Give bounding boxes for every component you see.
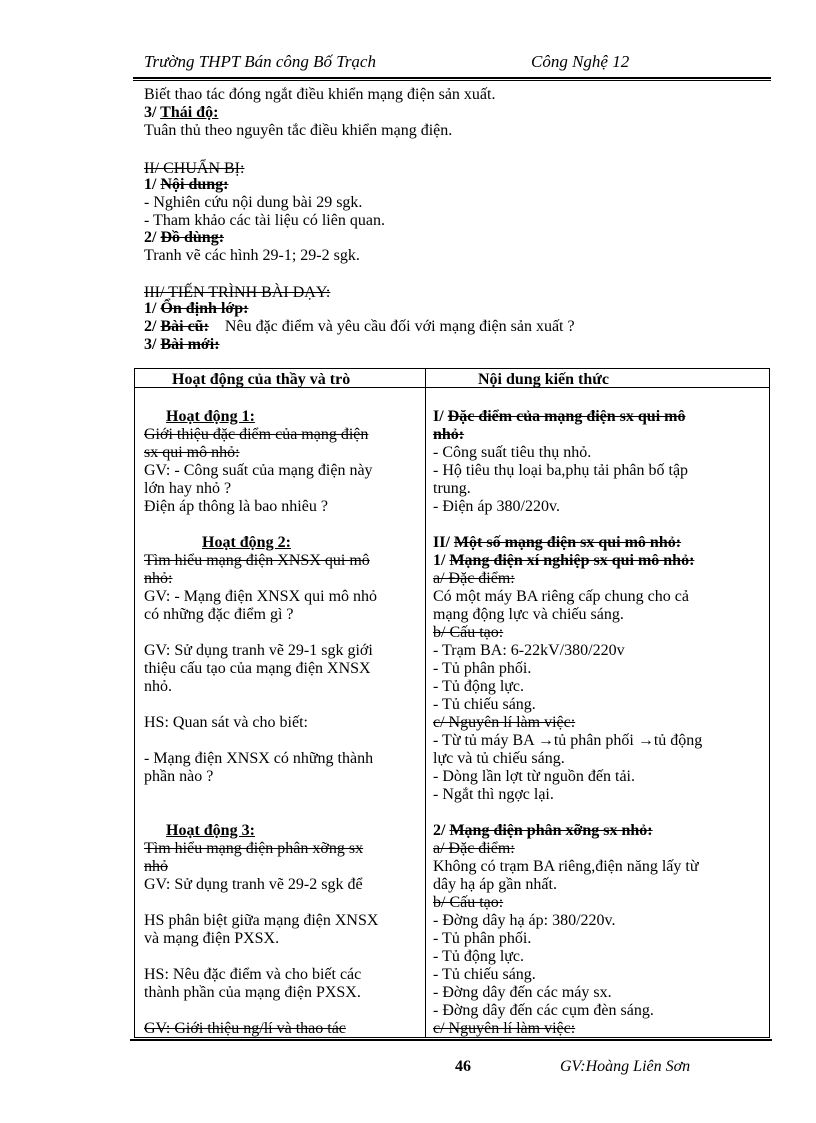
content-text: - Điện áp 380/220v. bbox=[433, 498, 560, 515]
col2-header: Nội dung kiến thức bbox=[478, 371, 609, 388]
activity-text: HS: Nêu đặc điểm và cho biết các bbox=[144, 966, 362, 983]
activity-text: sx qui mô nhỏ: bbox=[144, 444, 240, 461]
activity-2-title: Hoạt động 2: bbox=[202, 534, 291, 551]
new-lesson-heading: 3/ Bài mới: bbox=[144, 336, 220, 353]
prep-item: - Tham khảo các tài liệu có liên quan. bbox=[144, 212, 385, 229]
materials-text: Tranh vẽ các hình 29-1; 29-2 sgk. bbox=[144, 247, 360, 264]
section-2-heading: II/ Một số mạng điện sx qui mô nhỏ: bbox=[433, 534, 682, 551]
content-label: b/ Cấu tạo: bbox=[433, 624, 504, 641]
col1-header: Hoạt động của thầy và trò bbox=[172, 371, 351, 388]
activity-text: nhỏ: bbox=[144, 570, 173, 587]
activity-text: nhỏ. bbox=[144, 678, 172, 695]
activity-text: HS: Quan sát và cho biết: bbox=[144, 714, 308, 731]
activity-text: GV: Sử dụng tranh vẽ 29-2 sgk để bbox=[144, 876, 363, 893]
content-text: - Tủ phân phối. bbox=[433, 930, 532, 947]
activity-text: - Mạng điện XNSX có những thành bbox=[144, 750, 374, 767]
content-text: - Tủ phân phối. bbox=[433, 660, 532, 677]
page-number: 46 bbox=[455, 1058, 471, 1075]
content-text: trung. bbox=[433, 480, 471, 497]
content-text: - Tủ chiếu sáng. bbox=[433, 696, 536, 713]
procedure-title: III/ TIẾN TRÌNH BÀI DẠY: bbox=[144, 284, 331, 301]
header-rule bbox=[133, 77, 771, 79]
section-1-heading-cont: nhỏ: bbox=[433, 426, 465, 443]
content-heading: 1/ Nội dung: bbox=[144, 176, 229, 193]
activity-text: nhỏ bbox=[144, 858, 168, 875]
content-text: - Đờng dây đến các cụm đèn sáng. bbox=[433, 1002, 654, 1019]
activity-1-title: Hoạt động 1: bbox=[166, 408, 255, 425]
content-text: - Ngắt thì ngợc lại. bbox=[433, 786, 554, 803]
header-school: Trường THPT Bán công Bố Trạch bbox=[144, 52, 376, 71]
table-column-divider bbox=[425, 368, 426, 1037]
content-text: Có một máy BA riêng cấp chung cho cả bbox=[433, 588, 689, 605]
subsection-2-heading: 2/ Mạng điện phân xỡng sx nhỏ: bbox=[433, 822, 653, 839]
table-bottom-rule bbox=[130, 1039, 772, 1041]
content-label: c/ Nguyên lí làm việc: bbox=[433, 714, 576, 731]
attitude-heading: 3/ Thái độ: bbox=[144, 104, 219, 121]
content-text: - Đờng dây đến các máy sx. bbox=[433, 984, 612, 1001]
old-lesson-line: 2/ Bài cũ: Nêu đặc điểm và yêu cầu đối với mạng điện sản xuất ? bbox=[144, 318, 575, 335]
activity-text: phần nào ? bbox=[144, 768, 214, 785]
teacher-name: GV:Hoàng Liên Sơn bbox=[560, 1058, 691, 1075]
activity-text: thành phần của mạng điện PXSX. bbox=[144, 984, 361, 1001]
content-text: - Trạm BA: 6-22kV/380/220v bbox=[433, 642, 625, 659]
content-text: - Dòng lần lợt từ nguồn đến tải. bbox=[433, 768, 635, 785]
subsection-1-heading: 1/ Mạng điện xí nghiệp sx qui mô nhỏ: bbox=[433, 552, 695, 569]
content-text: - Tủ chiếu sáng. bbox=[433, 966, 536, 983]
activity-text: và mạng điện PXSX. bbox=[144, 930, 280, 947]
content-text: - Tủ động lực. bbox=[433, 678, 525, 695]
objective-line: Biết thao tác đóng ngắt điều khiển mạng điện sản xuất. bbox=[144, 86, 496, 103]
activity-3-title: Hoạt động 3: bbox=[166, 822, 255, 839]
content-text: dây hạ áp gần nhất. bbox=[433, 876, 557, 893]
content-text: - Tủ động lực. bbox=[433, 948, 525, 965]
content-text: - Hộ tiêu thụ loại ba,phụ tải phân bố tập bbox=[433, 462, 689, 479]
activity-text: GV: Giới thiệu ng/lí và thao tác bbox=[144, 1020, 346, 1037]
content-label: a/ Đặc điểm: bbox=[433, 570, 515, 587]
content-text: Không có trạm BA riêng,điện năng lấy từ bbox=[433, 858, 699, 875]
preparation-title: II/ CHUẨN BỊ: bbox=[144, 160, 245, 177]
content-text: - Từ tủ máy BA →tủ phân phối →tủ động bbox=[433, 732, 703, 749]
activity-text: GV: Sử dụng tranh vẽ 29-1 sgk giới bbox=[144, 642, 373, 659]
content-text: lực và tủ chiếu sáng. bbox=[433, 750, 565, 767]
activity-text: thiệu cấu tạo của mạng điện XNSX bbox=[144, 660, 371, 677]
content-text: - Đờng dây hạ áp: 380/220v. bbox=[433, 912, 616, 929]
activity-text: Giới thiệu đặc điểm của mạng điện bbox=[144, 426, 369, 443]
activity-text: Điện áp thông là bao nhiêu ? bbox=[144, 498, 328, 515]
section-1-heading: I/ Đặc điểm của mạng điện sx qui mô bbox=[433, 408, 686, 425]
activity-text: lớn hay nhỏ ? bbox=[144, 480, 232, 497]
header-rule-thin bbox=[133, 80, 771, 81]
activity-text: GV: - Mạng điện XNSX qui mô nhỏ bbox=[144, 588, 378, 605]
activity-text: Tìm hiểu mạng điện phân xỡng sx bbox=[144, 840, 364, 857]
attitude-text: Tuân thủ theo nguyên tắc điều khiển mạng điện. bbox=[144, 122, 453, 139]
activity-text: GV: - Công suất của mạng điện này bbox=[144, 462, 373, 479]
prep-item: - Nghiên cứu nội dung bài 29 sgk. bbox=[144, 194, 363, 211]
content-label: a/ Đặc điểm: bbox=[433, 840, 515, 857]
class-setup-heading: 1/ Ổn định lớp: bbox=[144, 300, 249, 317]
header-subject: Công Nghệ 12 bbox=[531, 52, 630, 71]
content-text: - Công suất tiêu thụ nhỏ. bbox=[433, 444, 592, 461]
activity-text: Tìm hiểu mạng điện XNSX qui mô bbox=[144, 552, 370, 569]
content-text: mạng động lực và chiếu sáng. bbox=[433, 606, 624, 623]
content-label: b/ Cấu tạo: bbox=[433, 894, 504, 911]
materials-heading: 2/ Đồ dùng: bbox=[144, 229, 225, 246]
content-label: c/ Nguyên lí làm việc: bbox=[433, 1020, 576, 1037]
activity-text: có những đặc điểm gì ? bbox=[144, 606, 294, 623]
activity-text: HS phân biệt giữa mạng điện XNSX bbox=[144, 912, 379, 929]
